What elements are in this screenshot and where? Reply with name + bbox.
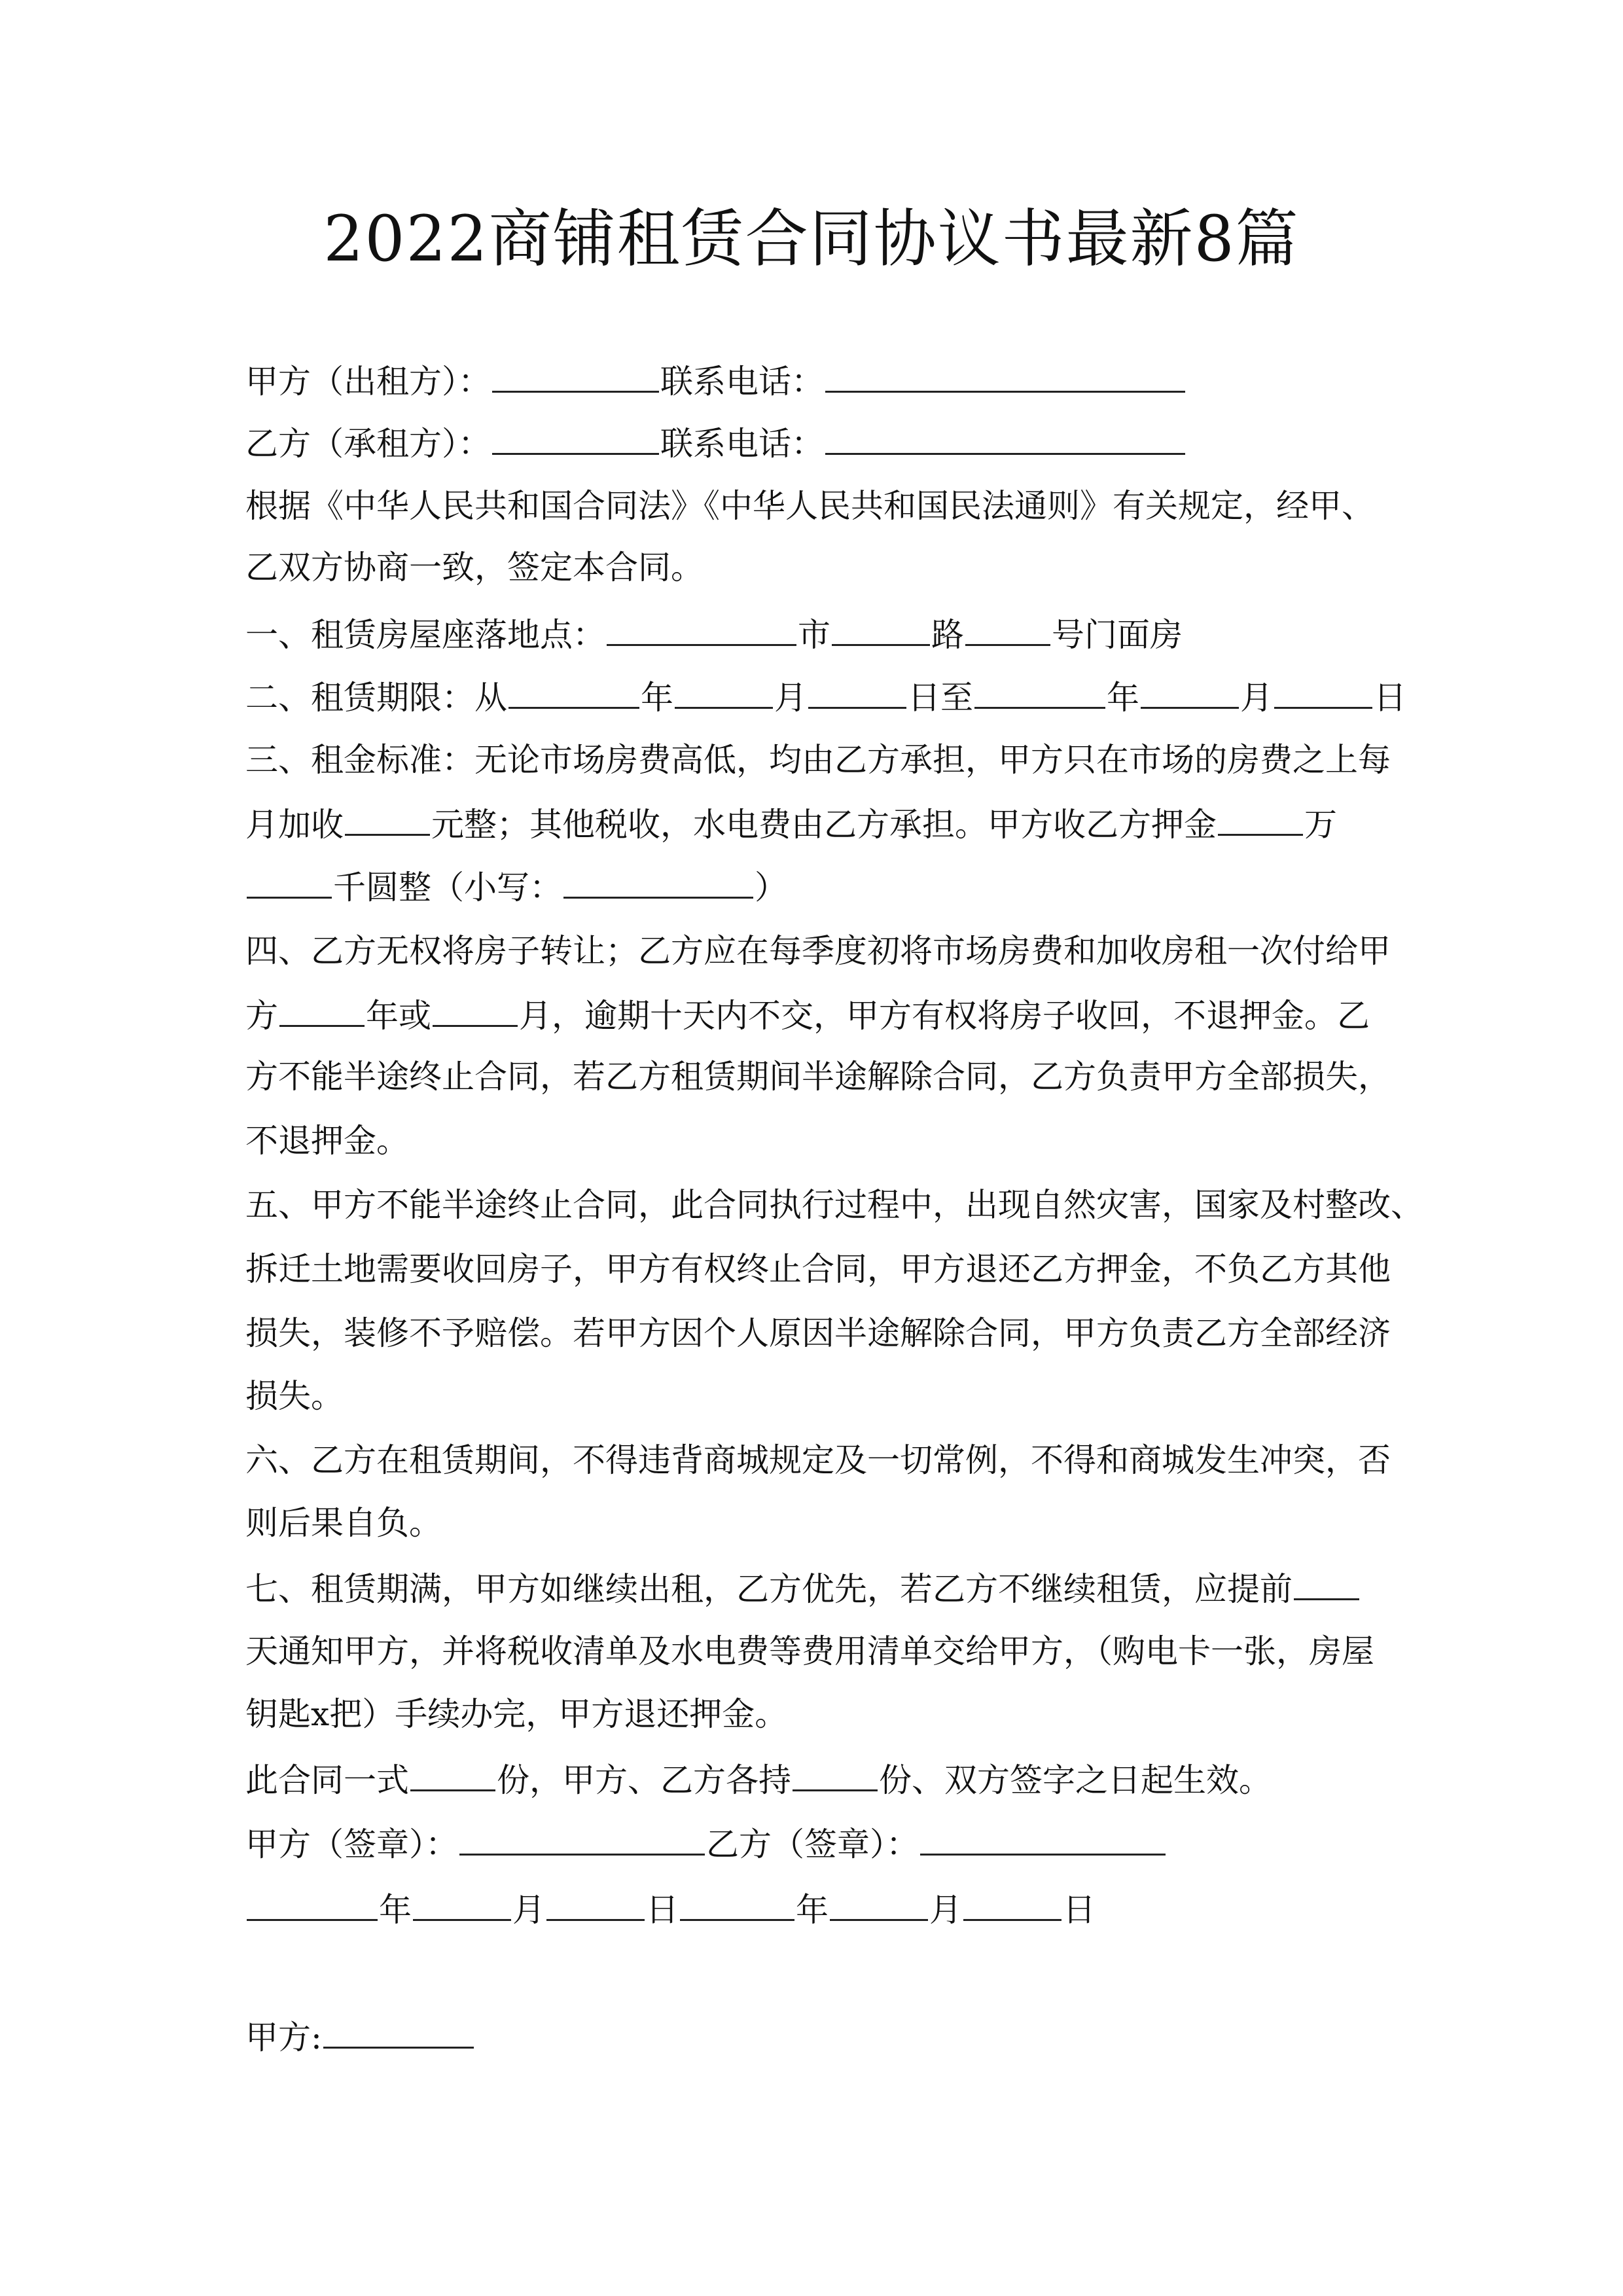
clause-3-text-b: 元整；其他税收，水电费由乙方承担。甲方收乙方押金 bbox=[431, 806, 1217, 844]
party-a-line bbox=[245, 357, 1186, 404]
signature-line bbox=[245, 1820, 1167, 1867]
clause-7-text: 七、租赁期满，甲方如继续出租，乙方优先，若乙方不继续租赁，应提前 bbox=[245, 1570, 1293, 1608]
deposit-amount-blank bbox=[563, 863, 753, 899]
deposit-wan-blank bbox=[1218, 800, 1303, 836]
party-b-phone-blank bbox=[825, 419, 1185, 455]
a-month-text: 月 bbox=[512, 1891, 545, 1929]
clause-3-line-1: 三、租金标准：无论市场房费高低，均由乙方承担，甲方只在市场的房费之上每 bbox=[245, 741, 1391, 779]
start-year-blank bbox=[508, 673, 639, 709]
party-b-sign-blank bbox=[920, 1820, 1166, 1856]
start-year-text: 年 bbox=[641, 679, 673, 717]
clause-3-line-2 bbox=[245, 800, 1337, 848]
clause-6-line-1: 六、乙方在租赁期间，不得违背商城规定及一切常例，不得和商城发生冲突，否 bbox=[245, 1441, 1391, 1479]
end-month-text: 月 bbox=[1240, 679, 1273, 717]
end-month-blank bbox=[1141, 673, 1239, 709]
clause-3-text-a: 月加收 bbox=[245, 806, 344, 844]
city-text: 市 bbox=[798, 616, 830, 654]
intro-line-2: 乙双方协商一致，签定本合同。 bbox=[245, 548, 704, 586]
clause-2-label: 二、租赁期限：从 bbox=[245, 679, 507, 717]
road-blank bbox=[965, 610, 1050, 646]
clause-4-line-2 bbox=[245, 991, 1370, 1039]
clause-3-text-e: ） bbox=[755, 869, 787, 906]
party-a-sign-blank bbox=[459, 1820, 705, 1856]
clause-4-text-c: 月，逾期十天内不交，甲方有权将房子收回，不退押金。乙 bbox=[519, 997, 1370, 1035]
notice-days-blank bbox=[1294, 1564, 1359, 1600]
a-day-text: 日 bbox=[646, 1891, 679, 1929]
party-b-line bbox=[245, 419, 1186, 467]
pay-year-blank bbox=[279, 991, 365, 1027]
extra-fee-blank bbox=[345, 800, 430, 836]
party-a-phone-label: 联系电话： bbox=[660, 363, 824, 401]
clause-4-line-1: 四、乙方无权将房子转让；乙方应在每季度初将市场房费和加收房租一次付给甲 bbox=[245, 932, 1391, 970]
start-month-text: 月 bbox=[774, 679, 807, 717]
party-b-sign-label: 乙方（签章）： bbox=[706, 1825, 919, 1863]
clause-4-line-3: 方不能半途终止合同，若乙方租赁期间半途解除合同，乙方负责甲方全部损失， bbox=[245, 1058, 1391, 1096]
clause-3-line-3 bbox=[245, 863, 787, 910]
a-year-blank bbox=[247, 1885, 378, 1921]
end-day-text: 日 bbox=[1374, 679, 1406, 717]
date-line bbox=[245, 1885, 1096, 1933]
page-title: 2022商铺租赁合同协议书最新8篇 bbox=[323, 202, 1300, 276]
clause-7-line-2: 天通知甲方，并将税收清单及水电费等费用清单交给甲方，（购电卡一张，房屋 bbox=[245, 1632, 1374, 1670]
clause-6-line-2: 则后果自负。 bbox=[245, 1504, 442, 1542]
clause-4-line-4: 不退押金。 bbox=[245, 1122, 409, 1160]
end-year-blank bbox=[974, 673, 1105, 709]
b-year-blank bbox=[680, 1885, 794, 1921]
clause-3-text-d: 千圆整（小写： bbox=[333, 869, 562, 906]
footer-party-a-blank bbox=[323, 2013, 474, 2049]
deposit-qian-blank bbox=[247, 863, 332, 899]
party-b-phone-label: 联系电话： bbox=[660, 425, 824, 463]
a-day-blank bbox=[546, 1885, 645, 1921]
city-blank bbox=[832, 610, 930, 646]
end-year-text: 年 bbox=[1107, 679, 1139, 717]
clause-5-line-2: 拆迁土地需要收回房子，甲方有权终止合同，甲方退还乙方押金，不负乙方其他 bbox=[245, 1250, 1391, 1288]
copies-text-c: 份、双方签字之日起生效。 bbox=[879, 1761, 1272, 1799]
start-day-to-text: 日至 bbox=[908, 679, 973, 717]
b-day-text: 日 bbox=[1063, 1891, 1096, 1929]
clause-1-line bbox=[245, 610, 1183, 658]
copies-total-blank bbox=[410, 1755, 495, 1791]
party-a-sign-label: 甲方（签章）： bbox=[245, 1825, 458, 1863]
clause-5-line-3: 损失，装修不予赔偿。若甲方因个人原因半途解除合同，甲方负责乙方全部经济 bbox=[245, 1314, 1391, 1352]
clause-5-line-1: 五、甲方不能半途终止合同，此合同执行过程中，出现自然灾害，国家及村整改、 bbox=[245, 1186, 1423, 1224]
clause-7-line-1 bbox=[245, 1564, 1361, 1612]
copies-text-b: 份，甲方、乙方各持 bbox=[497, 1761, 791, 1799]
copies-text-a: 此合同一式 bbox=[245, 1761, 409, 1799]
clause-2-line bbox=[245, 673, 1406, 721]
party-a-phone-blank bbox=[825, 357, 1185, 393]
clause-7-line-3: 钥匙x把）手续办完，甲方退还押金。 bbox=[245, 1695, 788, 1733]
start-day-blank bbox=[808, 673, 906, 709]
party-a-name-blank bbox=[492, 357, 659, 393]
location-blank bbox=[607, 610, 796, 646]
b-month-blank bbox=[830, 1885, 928, 1921]
number-text: 号门面房 bbox=[1052, 616, 1183, 654]
a-year-text: 年 bbox=[379, 1891, 412, 1929]
clause-3-text-c: 万 bbox=[1304, 806, 1337, 844]
footer-party-a-label: 甲方: bbox=[245, 2018, 322, 2056]
b-day-blank bbox=[963, 1885, 1061, 1921]
copies-each-blank bbox=[793, 1755, 878, 1791]
end-day-blank bbox=[1274, 673, 1372, 709]
party-b-label: 乙方（承租方）： bbox=[245, 425, 491, 463]
footer-party-a-line bbox=[245, 2013, 475, 2060]
copies-line bbox=[245, 1755, 1272, 1803]
clause-1-label: 一、租赁房屋座落地点： bbox=[245, 616, 605, 654]
b-month-text: 月 bbox=[929, 1891, 962, 1929]
road-text: 路 bbox=[931, 616, 964, 654]
start-month-blank bbox=[675, 673, 773, 709]
b-year-text: 年 bbox=[796, 1891, 829, 1929]
party-a-label: 甲方（出租方）： bbox=[245, 363, 491, 401]
a-month-blank bbox=[413, 1885, 511, 1921]
clause-4-text-b: 年或 bbox=[366, 997, 431, 1035]
clause-5-line-4: 损失。 bbox=[245, 1377, 344, 1415]
intro-line-1: 根据《中华人民共和国合同法》《中华人民共和国民法通则》有关规定，经甲、 bbox=[245, 487, 1374, 525]
pay-month-blank bbox=[433, 991, 518, 1027]
party-b-name-blank bbox=[492, 419, 659, 455]
clause-4-text-a: 方 bbox=[245, 997, 278, 1035]
